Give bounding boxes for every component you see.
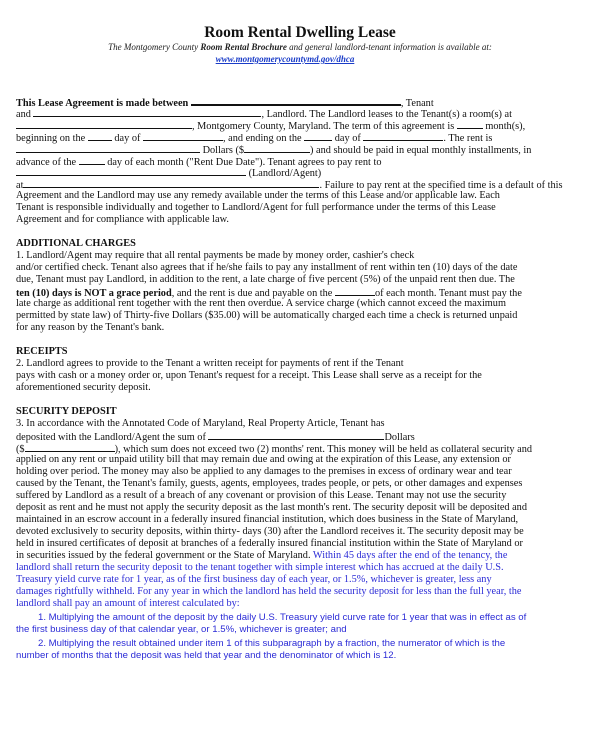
charges-line-1: 1. Landlord/Agent may require that all rental payments be made by money order, cashier's check [16, 250, 415, 261]
deposit-amount-blank[interactable] [25, 442, 115, 452]
deposit-line-9: maintained in an escrow account in a federally insured financial institution, which does business in the State of Maryland, [16, 514, 519, 525]
rent-amount-blank[interactable] [244, 143, 310, 153]
payable-day-blank[interactable] [335, 286, 375, 296]
intro-line-1: This Lease Agreement is made between , Tenant [16, 95, 434, 110]
deposit-line-12: in securities issued by the federal government or the State of Maryland. Within 45 days after the end of the tenancy, the [16, 550, 508, 561]
intro-line-6: advance of the day of each month ("Rent Due Date"). Tenant agrees to pay rent to [16, 157, 382, 168]
deposit-line-16: landlord shall pay an amount of interest calculated by: [16, 598, 240, 609]
charges-line-4: ten (10) days is NOT a grace period, and the rent is due and payable on the of each month. Tenant must pay the [16, 288, 522, 299]
due-day-blank[interactable] [79, 155, 105, 165]
deposit-line-5: holding over period. The money may also be applied to any damages to the premises in excess of ordinary wear and tear [16, 466, 512, 477]
charges-line-2: and/or certified check. Tenant also agrees that if he/she fails to pay any installment of rent within ten (10) days of the date [16, 262, 518, 273]
deposit-line-13: landlord shall return the security deposit to the tenant together with simple interest which has accrued at the daily U.S. [16, 562, 504, 573]
start-month-blank[interactable] [143, 131, 223, 141]
landlord-name-blank[interactable] [33, 107, 261, 117]
additional-charges-heading: ADDITIONAL CHARGES [16, 238, 136, 249]
charges-line-6: permitted by state law) of Thirty-five Dollars ($35.00) will be automatically charged each time a check is returned unpaid [16, 310, 518, 321]
charges-line-3: due, Tenant must pay Landlord, in addition to the rent, a late charge of five percent (5%) of the unpaid rent then due. The [16, 274, 515, 285]
receipts-line-1: 2. Landlord agrees to provide to the Tenant a written receipt for payments of rent if the Tenant [16, 358, 404, 369]
deposit-line-4: applied on any rent or unpaid utility bill that may remain due and owing at the expiration of this Lease, any extension or [16, 454, 511, 465]
charges-line-5: late charge as additional rent together with the rent then overdue. A service charge (which cannot exceed the maximum [16, 298, 506, 309]
property-address-blank[interactable] [16, 119, 192, 129]
intro-line-8: at . Failure to pay rent at the specified time is a default of this [16, 180, 563, 191]
dhca-link[interactable]: www.montgomerycountymd.gov/dhca [215, 54, 355, 64]
deposit-line-10: devoted exclusively to security deposits, within thirty- days (30) after the Landlord receives it. The security deposit may be [16, 526, 524, 537]
document-title: Room Rental Dwelling Lease [204, 24, 396, 41]
end-day-blank[interactable] [304, 131, 332, 141]
intro-line-7: (Landlord/Agent) [16, 166, 321, 180]
deposit-line-11: held in insured certificates of deposit at branches of a federally insured financial institution within the State of Maryland or [16, 538, 523, 549]
charges-line-7: for any reason by the Tenant's bank. [16, 322, 165, 333]
intro-line-2: and , Landlord. The Landlord leases to the Tenant(s) a room(s) at [16, 109, 512, 120]
tenant-name-blank[interactable] [191, 95, 401, 106]
intro-line-5: Dollars ($ ) and should be paid in equal monthly installments, in [16, 143, 531, 157]
intro-line-11: Agreement and for compliance with applicable law. [16, 214, 229, 225]
deposit-line-3: ($ ), which sum does not exceed two (2) months' rent. This money will be held as collateral security and [16, 444, 533, 455]
interest-item-1: 1. Multiplying the amount of the deposit by the daily U.S. Treasury yield curve rate for 1 year that was in effect as of [38, 612, 527, 623]
pay-to-blank[interactable] [16, 166, 246, 176]
deposit-line-1: 3. In accordance with the Annotated Code of Maryland, Real Property Article, Tenant has [16, 418, 385, 429]
deposit-words-blank[interactable] [208, 430, 384, 440]
rent-words-blank[interactable] [16, 143, 200, 153]
deposit-line-8: deposit as rent and he must not apply the security deposit as the last month's rent. The security deposit will be deposited and [16, 502, 527, 513]
deposit-line-15: damages rightfully withheld. For any year in which the landlord has held the security deposit for less than the full year, the [16, 586, 522, 597]
intro-line-9: Agreement and the Landlord may use any remedy available under the terms of this Lease and/or applicable law. Each [16, 190, 500, 201]
deposit-line-7: suffered by Landlord as a result of a breach of any covenant or provision of this Lease. Tenant may not use the security [16, 490, 507, 501]
interest-item-2-cont: number of months that the deposit was held that year and the denominator of which is 12. [16, 650, 397, 661]
receipts-line-2: pays with cash or a money order or, upon Tenant's request for a receipt. This Lease shall serve as a receipt for the [16, 370, 482, 381]
deposit-line-2: deposited with the Landlord/Agent the sum of Dollars [16, 432, 415, 443]
deposit-line-14: Treasury yield curve rate for 1 year, as of the first business day of each year, or 1.5%, whichever is greater, less any [16, 574, 492, 585]
document-subtitle: The Montgomery County Room Rental Brochure and general landlord-tenant information is available at: [108, 42, 492, 52]
term-months-blank[interactable] [457, 119, 483, 129]
intro-line-10: Tenant is responsible individually and together to Landlord/Agent for full performance under the terms of this Lease [16, 202, 496, 213]
end-month-blank[interactable] [363, 131, 443, 141]
intro-line-4: beginning on the day of , and ending on the day of . The rent is [16, 133, 493, 144]
intro-line-3: , Montgomery County, Maryland. The term of this agreement is month(s), [16, 119, 525, 133]
deposit-line-6: caused by the Tenant, the Tenant's family, guests, agents, employees, trades people, or pets, or other damages and expenses [16, 478, 523, 489]
start-day-blank[interactable] [88, 131, 112, 141]
pay-at-blank[interactable] [23, 178, 319, 188]
security-deposit-heading: SECURITY DEPOSIT [16, 406, 117, 417]
receipts-heading: RECEIPTS [16, 346, 68, 357]
interest-item-1-cont: the first business day of that calendar year, or 1.5%, whichever is greater; and [16, 624, 347, 635]
interest-item-2: 2. Multiplying the result obtained under item 1 of this subparagraph by a fraction, the numerator of which is the [38, 638, 506, 649]
receipts-line-3: aforementioned security deposit. [16, 382, 151, 393]
